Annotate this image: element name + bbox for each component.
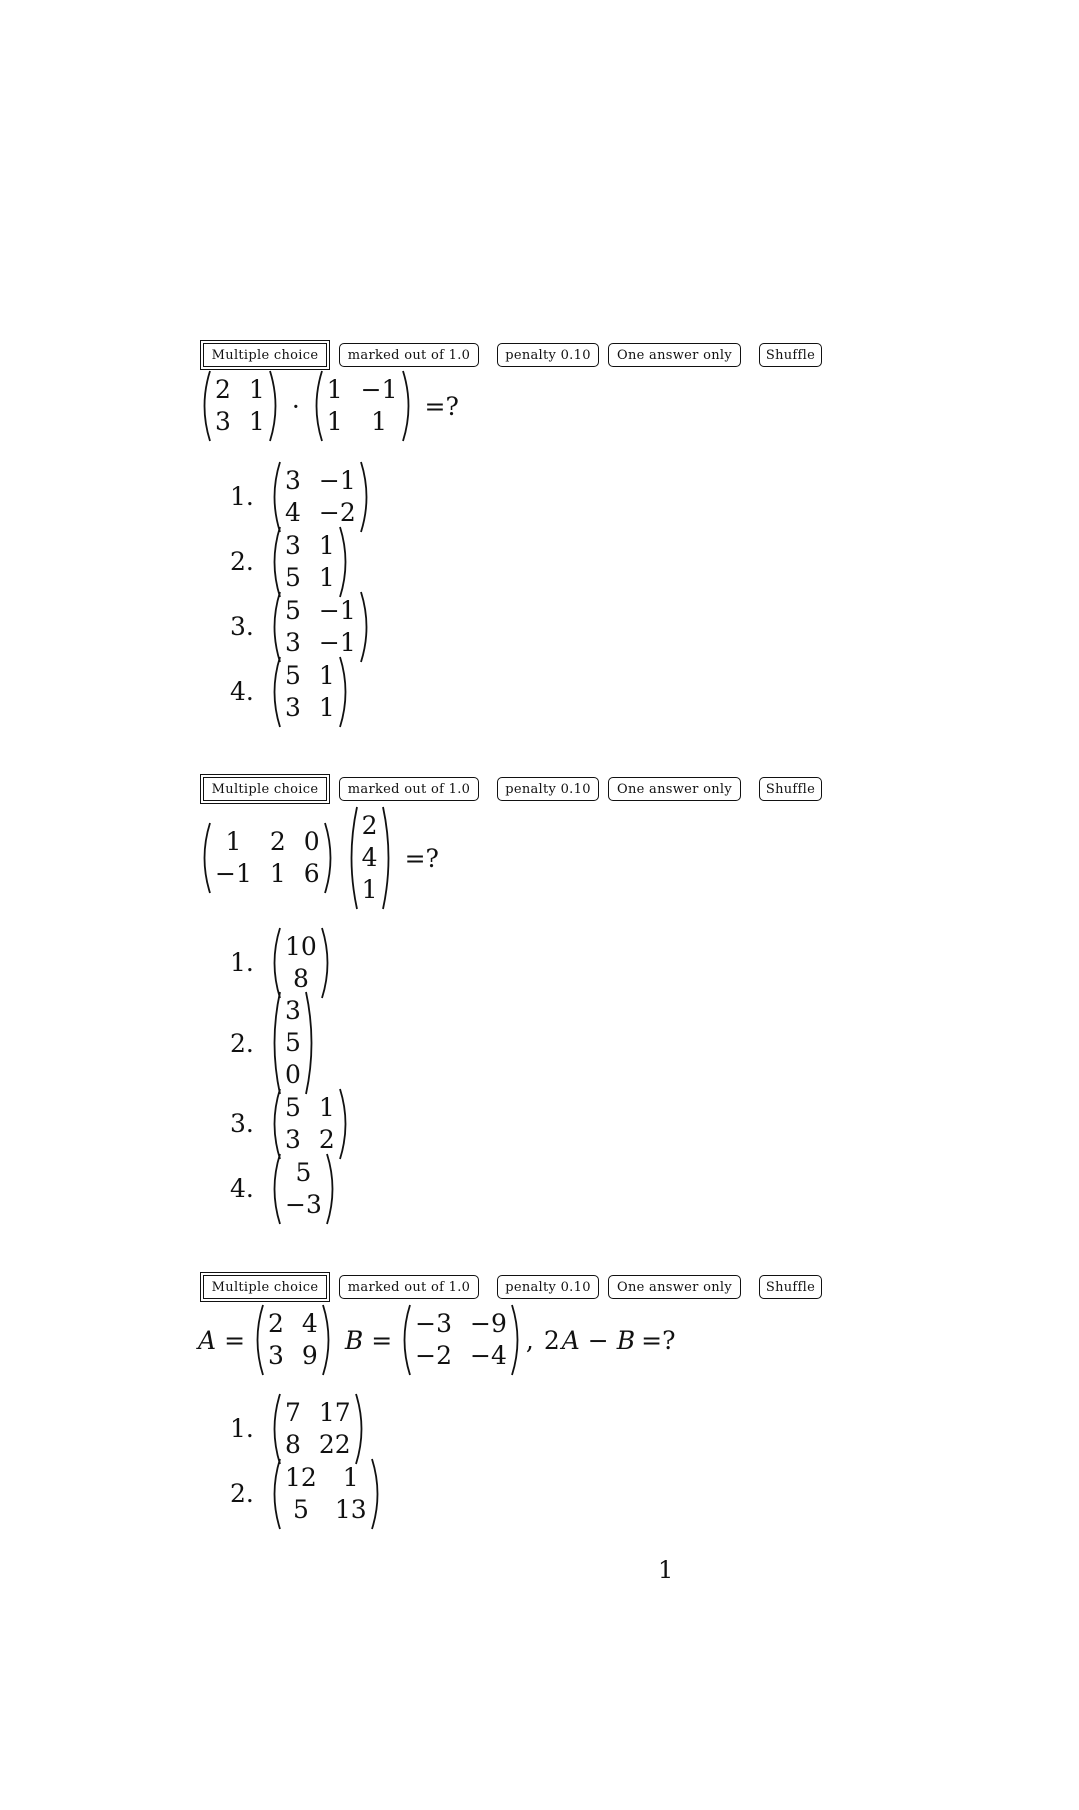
shuffle-badge: Shuffle (759, 777, 822, 801)
matrix-entry: 0 (285, 1060, 301, 1089)
option-matrix (268, 591, 373, 663)
matrix-entry: 6 (303, 859, 320, 888)
matrix-grid (282, 1153, 325, 1225)
matrix-entry: −2 (415, 1341, 453, 1370)
matrix-entry: −1 (318, 595, 356, 625)
right-paren (320, 927, 334, 999)
matrix-grid (282, 1088, 338, 1160)
marks-badge: marked out of 1.0 (339, 777, 479, 801)
question-3-answers (230, 1396, 384, 1526)
matrix-entry: −4 (470, 1341, 507, 1370)
matrix-grid (212, 822, 323, 894)
option-number: 2. (230, 547, 254, 576)
option-number: 4. (230, 677, 254, 706)
option-number: 1. (230, 948, 254, 977)
right-paren (401, 370, 415, 442)
right-paren (359, 461, 373, 533)
matrix-entry: −1 (360, 375, 398, 404)
right-paren (370, 1458, 384, 1530)
right-paren (338, 1088, 352, 1160)
matrix-entry: −1 (215, 859, 252, 888)
equals-question: =? (404, 843, 439, 873)
matrix-entry: 1 (361, 875, 378, 904)
matrix-entry: 4 (285, 497, 301, 527)
answer-option[interactable] (230, 1156, 352, 1221)
left-paren (268, 1393, 282, 1465)
matrix-grid (282, 991, 304, 1095)
left-paren (198, 370, 212, 442)
matrix-entry: 1 (248, 375, 265, 404)
right-paren (359, 591, 373, 663)
left-paren (268, 1088, 282, 1160)
stem-matrix-right (310, 370, 415, 442)
option-matrix (268, 991, 318, 1095)
matrix-entry: 3 (285, 627, 301, 657)
matrix-entry: 1 (225, 827, 242, 856)
question-1-answers (230, 464, 373, 724)
single-answer-badge: One answer only (608, 343, 741, 367)
option-matrix (268, 1153, 339, 1225)
question-type-label: Multiple choice (203, 343, 327, 367)
matrix-entry: 3 (285, 465, 301, 495)
matrix-entry: 1 (318, 660, 335, 690)
right-paren (268, 370, 282, 442)
matrix-entry: 5 (292, 1494, 309, 1524)
stem-matrix-left (198, 370, 282, 442)
shuffle-badge: Shuffle (759, 343, 822, 367)
matrix-entry: 22 (318, 1429, 351, 1459)
matrix-grid (412, 1304, 510, 1376)
option-matrix (268, 1458, 384, 1530)
matrix-entry: −1 (318, 465, 356, 495)
matrix-entry: 0 (303, 827, 320, 856)
matrix-entry: 9 (301, 1341, 318, 1370)
option-number: 3. (230, 1109, 254, 1138)
matrix-entry: 1 (248, 407, 265, 436)
matrix-entry: 2 (361, 811, 378, 840)
matrix-grid (324, 370, 401, 442)
matrix-entry: 7 (285, 1397, 301, 1427)
matrix-grid (282, 927, 320, 999)
matrix-entry: 1 (318, 530, 335, 560)
stem-matrix-left (198, 822, 337, 894)
answer-option[interactable] (230, 1091, 352, 1156)
stem-vector-right (345, 806, 395, 910)
matrix-grid (282, 461, 359, 533)
right-paren (354, 1393, 368, 1465)
matrix-entry: 3 (285, 530, 301, 560)
matrix-entry: 4 (301, 1309, 318, 1338)
matrix-entry: 4 (361, 843, 378, 872)
penalty-badge: penalty 0.10 (497, 343, 599, 367)
matrix-grid (282, 526, 338, 598)
matrix-grid (265, 1304, 321, 1376)
matrix-entry: −9 (470, 1309, 507, 1338)
matrix-entry: −1 (318, 627, 356, 657)
left-paren (198, 822, 212, 894)
answer-option[interactable] (230, 464, 373, 529)
matrix-entry: 2 (268, 1309, 284, 1338)
left-paren (268, 991, 282, 1095)
equals-sign: = (224, 1325, 246, 1355)
matrix-grid (359, 806, 381, 910)
question-2-badges (200, 774, 900, 806)
answer-option[interactable] (230, 594, 373, 659)
left-paren (310, 370, 324, 442)
marks-badge: marked out of 1.0 (339, 343, 479, 367)
question-type-badge (200, 1272, 330, 1302)
right-paren (510, 1304, 524, 1376)
matrix-entry: 10 (285, 931, 317, 961)
option-matrix (268, 526, 352, 598)
question-type-label: Multiple choice (203, 777, 327, 801)
left-paren (268, 526, 282, 598)
right-paren (381, 806, 395, 910)
question-3-badges (200, 1272, 900, 1304)
expression-minus: − (587, 1325, 609, 1355)
matrix-entry: 1 (326, 375, 343, 404)
matrix-entry: 1 (318, 562, 335, 592)
question-type-label: Multiple choice (203, 1275, 327, 1299)
question-type-badge (200, 340, 330, 370)
left-paren (268, 656, 282, 728)
matrix-entry: 3 (285, 692, 301, 722)
option-matrix (268, 656, 352, 728)
marks-badge: marked out of 1.0 (339, 1275, 479, 1299)
option-matrix (268, 1088, 352, 1160)
matrix-entry: −3 (285, 1189, 322, 1219)
question-2-answers (230, 930, 352, 1221)
right-paren (304, 991, 318, 1095)
expression-coefficient: 2 (543, 1325, 560, 1355)
equals-sign: = (371, 1325, 393, 1355)
option-number: 4. (230, 1174, 254, 1203)
matrix-entry: 3 (285, 996, 301, 1025)
single-answer-badge: One answer only (608, 1275, 741, 1299)
matrix-a-label: A (198, 1325, 217, 1355)
matrix-entry: 2 (318, 1124, 335, 1154)
answer-option[interactable] (230, 995, 352, 1091)
matrix-b (398, 1304, 524, 1376)
answer-option[interactable] (230, 930, 352, 995)
left-paren (268, 1153, 282, 1225)
shuffle-badge: Shuffle (759, 1275, 822, 1299)
question-type-badge (200, 774, 330, 804)
matrix-entry: 17 (318, 1397, 351, 1427)
matrix-entry: 1 (326, 407, 343, 436)
matrix-grid (282, 591, 359, 663)
option-number: 3. (230, 612, 254, 641)
matrix-entry: 5 (285, 562, 301, 592)
option-number: 2. (230, 1479, 254, 1508)
right-paren (338, 526, 352, 598)
left-paren (268, 927, 282, 999)
equals-question: =? (641, 1325, 676, 1355)
comma-separator: , (525, 1325, 534, 1355)
answer-option[interactable] (230, 1461, 384, 1526)
matrix-entry: 5 (285, 1092, 301, 1122)
matrix-entry: 13 (334, 1494, 367, 1524)
question-1-badges (200, 340, 900, 372)
matrix-entry: 2 (215, 375, 231, 404)
option-matrix (268, 927, 334, 999)
matrix-a (251, 1304, 335, 1376)
left-paren (345, 806, 359, 910)
matrix-entry: 12 (285, 1462, 317, 1492)
matrix-entry: 8 (292, 963, 309, 993)
right-paren (338, 656, 352, 728)
left-paren (251, 1304, 265, 1376)
matrix-entry: 3 (215, 407, 231, 436)
matrix-grid (282, 656, 338, 728)
matrix-grid (282, 1458, 370, 1530)
expression-a: A (561, 1325, 580, 1355)
matrix-entry: 5 (285, 595, 301, 625)
matrix-entry: 2 (269, 827, 286, 856)
single-answer-badge: One answer only (608, 777, 741, 801)
matrix-entry: −2 (318, 497, 356, 527)
penalty-badge: penalty 0.10 (497, 777, 599, 801)
matrix-entry: 5 (295, 1157, 312, 1187)
matrix-entry: 1 (318, 1092, 335, 1122)
matrix-grid (282, 1393, 354, 1465)
question-3-stem (198, 1304, 675, 1376)
option-number: 1. (230, 482, 254, 511)
option-matrix (268, 461, 373, 533)
answer-option[interactable] (230, 1396, 384, 1461)
matrix-entry: 1 (342, 1462, 359, 1492)
matrix-entry: 5 (285, 660, 301, 690)
page-number: 1 (658, 1556, 674, 1584)
option-number: 2. (230, 1028, 254, 1058)
option-matrix (268, 1393, 368, 1465)
matrix-entry: 1 (371, 407, 388, 436)
right-paren (323, 822, 337, 894)
right-paren (321, 1304, 335, 1376)
multiply-operator: · (291, 391, 300, 421)
answer-option[interactable] (230, 659, 373, 724)
question-1-stem (198, 370, 469, 442)
left-paren (398, 1304, 412, 1376)
expression-b: B (616, 1325, 636, 1355)
question-2-stem (198, 806, 449, 910)
matrix-entry: 3 (268, 1341, 284, 1370)
penalty-badge: penalty 0.10 (497, 1275, 599, 1299)
left-paren (268, 1458, 282, 1530)
right-paren (325, 1153, 339, 1225)
equals-question: =? (424, 391, 459, 421)
matrix-b-label: B (344, 1325, 364, 1355)
option-number: 1. (230, 1414, 254, 1443)
matrix-entry: 8 (285, 1429, 301, 1459)
matrix-entry: 1 (269, 859, 286, 888)
left-paren (268, 591, 282, 663)
answer-option[interactable] (230, 529, 373, 594)
matrix-grid (212, 370, 268, 442)
matrix-entry: 3 (285, 1124, 301, 1154)
left-paren (268, 461, 282, 533)
matrix-entry: 5 (285, 1028, 301, 1057)
matrix-entry: −3 (415, 1309, 453, 1338)
matrix-entry: 1 (318, 692, 335, 722)
